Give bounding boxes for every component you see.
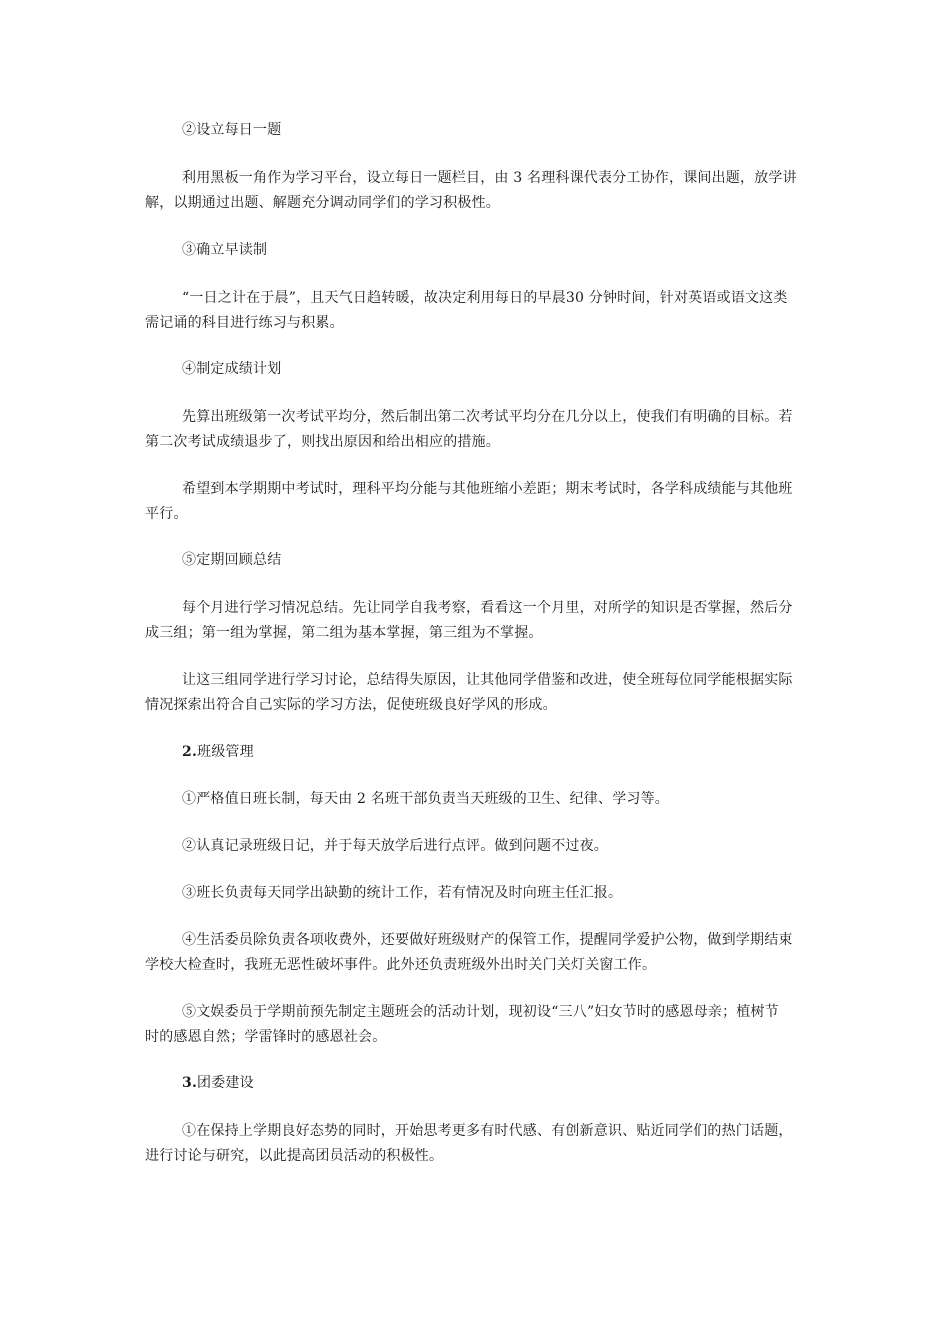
paragraph-line: ②认真记录班级日记，并于每天放学后进行点评。做到问题不过夜。 [182, 838, 608, 854]
paragraph-line: ⑤文娱委员于学期前预先制定主题班会的活动计划，现初设“三八”妇女节时的感恩母亲；植树节 [182, 1004, 779, 1020]
paragraph-line: ③班长负责每天同学出缺勤的统计工作，若有情况及时向班主任汇报。 [182, 885, 623, 901]
paragraph-line: 学校大检查时，我班无恶性破坏事件。此外还负责班级外出时关门关灯关窗工作。 [145, 957, 657, 973]
subheading-daily-question: ②设立每日一题 [182, 122, 282, 138]
subheading-review-summary: ⑤定期回顾总结 [182, 552, 282, 568]
paragraph-line: ①在保持上学期良好态势的同时，开始思考更多有时代感、有创新意识、贴近同学们的热门话题， [182, 1123, 793, 1139]
paragraph-line: 先算出班级第一次考试平均分，然后制出第二次考试平均分在几分以上，使我们有明确的目标。若 [182, 409, 793, 425]
paragraph-line: 让这三组同学进行学习讨论，总结得失原因，让其他同学借鉴和改进，使全班每位同学能根据实际 [182, 672, 793, 688]
section-number: 3. [182, 1075, 198, 1091]
paragraph-line: 希望到本学期期中考试时，理科平均分能与其他班缩小差距；期末考试时，各学科成绩能与其他班 [182, 481, 793, 497]
subheading-score-plan: ④制定成绩计划 [182, 361, 282, 377]
section-number: 2. [182, 744, 198, 760]
paragraph-line: 进行讨论与研究，以此提高团员活动的积极性。 [145, 1148, 444, 1164]
paragraph-line: 每个月进行学习情况总结。先让同学自我考察，看看这一个月里，对所学的知识是否掌握，然后分 [182, 600, 793, 616]
paragraph-line: ④生活委员除负责各项收费外，还要做好班级财产的保管工作，提醒同学爱护公物，做到学期结束 [182, 932, 793, 948]
subheading-morning-reading: ③确立早读制 [182, 242, 268, 258]
section-title: 班级管理 [197, 744, 254, 760]
section-heading-league-building [182, 1073, 805, 1093]
paragraph-line: 成三组；第一组为掌握，第二组为基本掌握，第三组为不掌握。 [145, 625, 543, 641]
section-title: 团委建设 [197, 1075, 254, 1091]
paragraph-line: 时的感恩自然；学雷锋时的感恩社会。 [145, 1029, 387, 1045]
paragraph-line: 情况探索出符合自己实际的学习方法，促使班级良好学风的形成。 [145, 697, 557, 713]
paragraph-line: 平行。 [145, 506, 188, 522]
paragraph-line: 解，以期通过出题、解题充分调动同学们的学习积极性。 [145, 195, 500, 211]
paragraph-line: 利用黑板一角作为学习平台，设立每日一题栏目，由 3 名理科课代表分工协作，课间出题，放学讲 [182, 170, 797, 186]
paragraph-line: 第二次考试成绩退步了，则找出原因和给出相应的措施。 [145, 434, 500, 450]
section-heading-class-management [182, 742, 805, 762]
paragraph-line: 需记诵的科目进行练习与积累。 [145, 315, 344, 331]
paragraph-line: ①严格值日班长制，每天由 2 名班干部负责当天班级的卫生、纪律、学习等。 [182, 791, 670, 807]
paragraph-line: “一日之计在于晨”，且天气日趋转暖，故决定利用每日的早晨30 分钟时间，针对英语或语文这类 [182, 290, 788, 306]
